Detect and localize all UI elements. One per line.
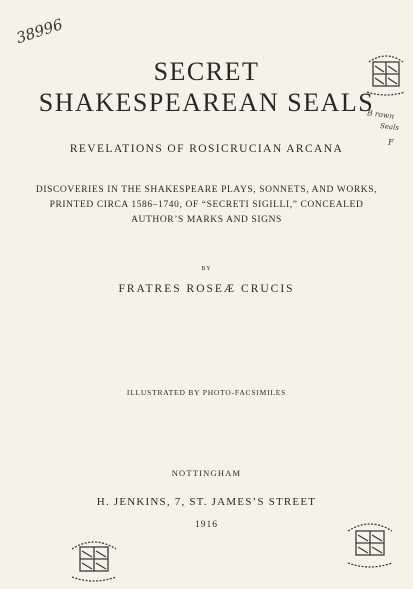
library-stamp-icon xyxy=(340,515,400,571)
subtitle: REVELATIONS OF ROSICRUCIAN ARCANA xyxy=(69,143,344,155)
handwritten-margin-note-1: B rown xyxy=(366,108,395,121)
author: FRATRES ROSEÆ CRUCIS xyxy=(118,283,295,295)
description-line-1: DISCOVERIES IN THE SHAKESPEARE PLAYS, SONNETS, AND WORKS, xyxy=(35,185,378,195)
handwritten-catalog-number: 38996 xyxy=(14,15,65,48)
illustration-note: ILLUSTRATED BY PHOTO-FACSIMILES xyxy=(126,388,287,397)
title-line-2: SHAKESPEAREAN SEALS xyxy=(38,88,375,117)
description-line-2: PRINTED CIRCA 1586–1740, OF “SECRETI SIGILLI,” CONCEALED xyxy=(49,200,364,210)
imprint-place: NOTTINGHAM xyxy=(171,468,242,478)
library-stamp-icon xyxy=(64,533,124,585)
imprint-publisher: H. JENKINS, 7, ST. JAMES’S STREET xyxy=(96,496,317,508)
imprint-year: 1916 xyxy=(195,520,218,530)
handwritten-margin-note-3: F xyxy=(388,138,394,147)
handwritten-margin-note-2: Seals xyxy=(379,122,400,132)
title-line-1: SECRET xyxy=(153,57,260,86)
description-line-3: AUTHOR’S MARKS AND SIGNS xyxy=(131,215,282,225)
by-line: BY xyxy=(201,266,212,272)
